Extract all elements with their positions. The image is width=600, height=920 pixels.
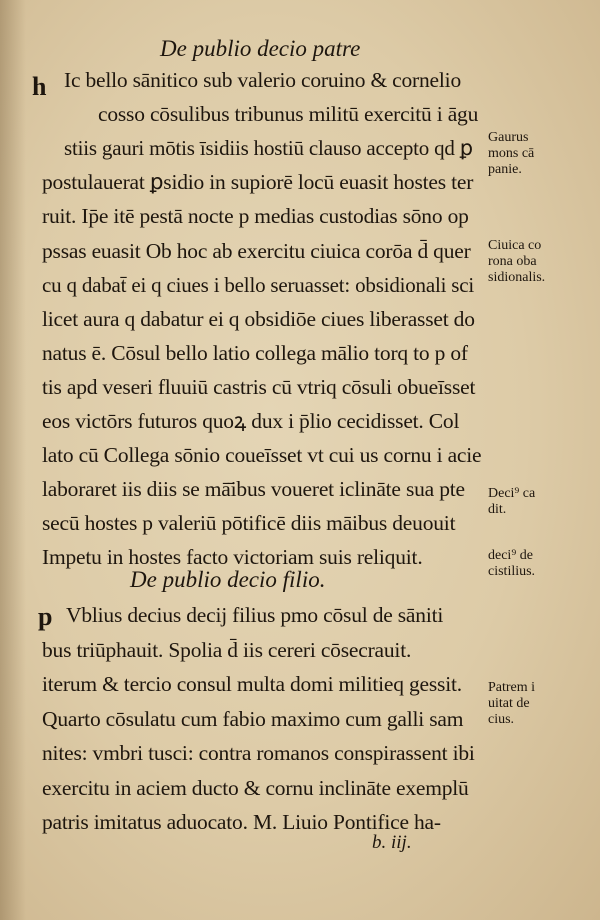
text-line: bus triūphauit. Spolia d̄ iis cereri cōsecrauit. <box>42 637 412 662</box>
margin-note <box>488 548 584 580</box>
margin-note-line: dit. <box>488 502 507 517</box>
signature-mark: b. iij. <box>372 832 412 853</box>
margin-note-line: cius. <box>488 712 515 727</box>
text-line: lato cū Collega sōnio coueīsset vt cui us cornu i acie <box>42 443 482 468</box>
text-line: postulauerat ꝑsidio in supiorē locū euasit hostes ter <box>42 170 474 195</box>
margin-note-line: Gaurus <box>488 130 529 145</box>
margin-note-line: mons cā <box>488 146 535 161</box>
text-line: laboraret iis diis se mā̄ibus voueret iclināte sua pte <box>42 477 465 502</box>
text-line: exercitu in aciem ducto & cornu inclināte exemplū <box>42 775 469 800</box>
text-line: tis apd veseri fluuiū castris cū vtriq cōsuli obueīsset <box>42 374 476 399</box>
text-line: Vblius decius decij filius pmo cōsul de sāniti <box>66 603 444 627</box>
heading-decio-patre: De publio decio patre <box>160 36 361 61</box>
margin-note-line: uitat de <box>488 696 530 711</box>
page-gutter-shadow <box>0 0 26 920</box>
margin-note-line: deci⁹ de <box>488 548 533 563</box>
heading-decio-filio: De publio decio filio. <box>130 567 326 592</box>
margin-note-line: Patrem i <box>488 680 536 695</box>
margin-note-line: cistilius. <box>488 564 536 579</box>
text-line: iterum & tercio consul multa domi militieq gessit. <box>42 672 462 696</box>
text-line: Quarto cōsulatu cum fabio maximo cum galli sam <box>42 706 464 731</box>
margin-note <box>488 238 584 286</box>
margin-note <box>488 486 584 518</box>
margin-note-line: Deci⁹ ca <box>488 486 536 501</box>
initial-letter-h: h <box>32 72 47 101</box>
text-line: eos victōrs futuros quoꝝ dux i p̄lio cecidisset. Col <box>42 409 460 433</box>
margin-note-line: rona oba <box>488 254 537 269</box>
text-line: licet aura q dabatur ei q obsidiōe ciues liberasset do <box>42 306 475 331</box>
initial-letter-p: p <box>38 602 53 631</box>
text-line: cu q dabat̄ ei q ciues i bello seruasset: obsidionali sci <box>42 272 475 297</box>
text-line: Impetu in hostes facto victoriam suis reliquit. <box>42 545 423 570</box>
margin-note <box>488 130 584 178</box>
text-line: ruit. Ip̄e itē pestā nocte p medias custodias sōno op <box>42 204 469 229</box>
text-line: secū hostes p valeriū pōtificē diis māibus deuouit <box>42 511 456 536</box>
text-line: cosso cōsulibus tribunus militū exercitū i āgu <box>98 102 479 127</box>
text-line: patris imitatus aduocato. M. Liuio Pontifice ha- <box>42 810 441 834</box>
text-line: pssas euasit Ob hoc ab exercitu ciuica corōa d̄ quer <box>42 238 471 263</box>
margin-note-line: Ciuica co <box>488 238 542 253</box>
text-line: natus ē. Cōsul bello latio collega mālio torq to p of <box>42 340 468 365</box>
margin-note <box>488 680 584 728</box>
margin-note-line: panie. <box>488 162 522 177</box>
text-line: nites: vmbri tusci: contra romanos conspirassent ibi <box>42 741 475 765</box>
text-line: stiis gauri mōtis īsidiis hostiū clauso accepto qd ꝑ <box>64 136 473 161</box>
text-line: Ic bello sānitico sub valerio coruino & cornelio <box>64 68 461 92</box>
margin-note-line: sidionalis. <box>488 270 546 285</box>
